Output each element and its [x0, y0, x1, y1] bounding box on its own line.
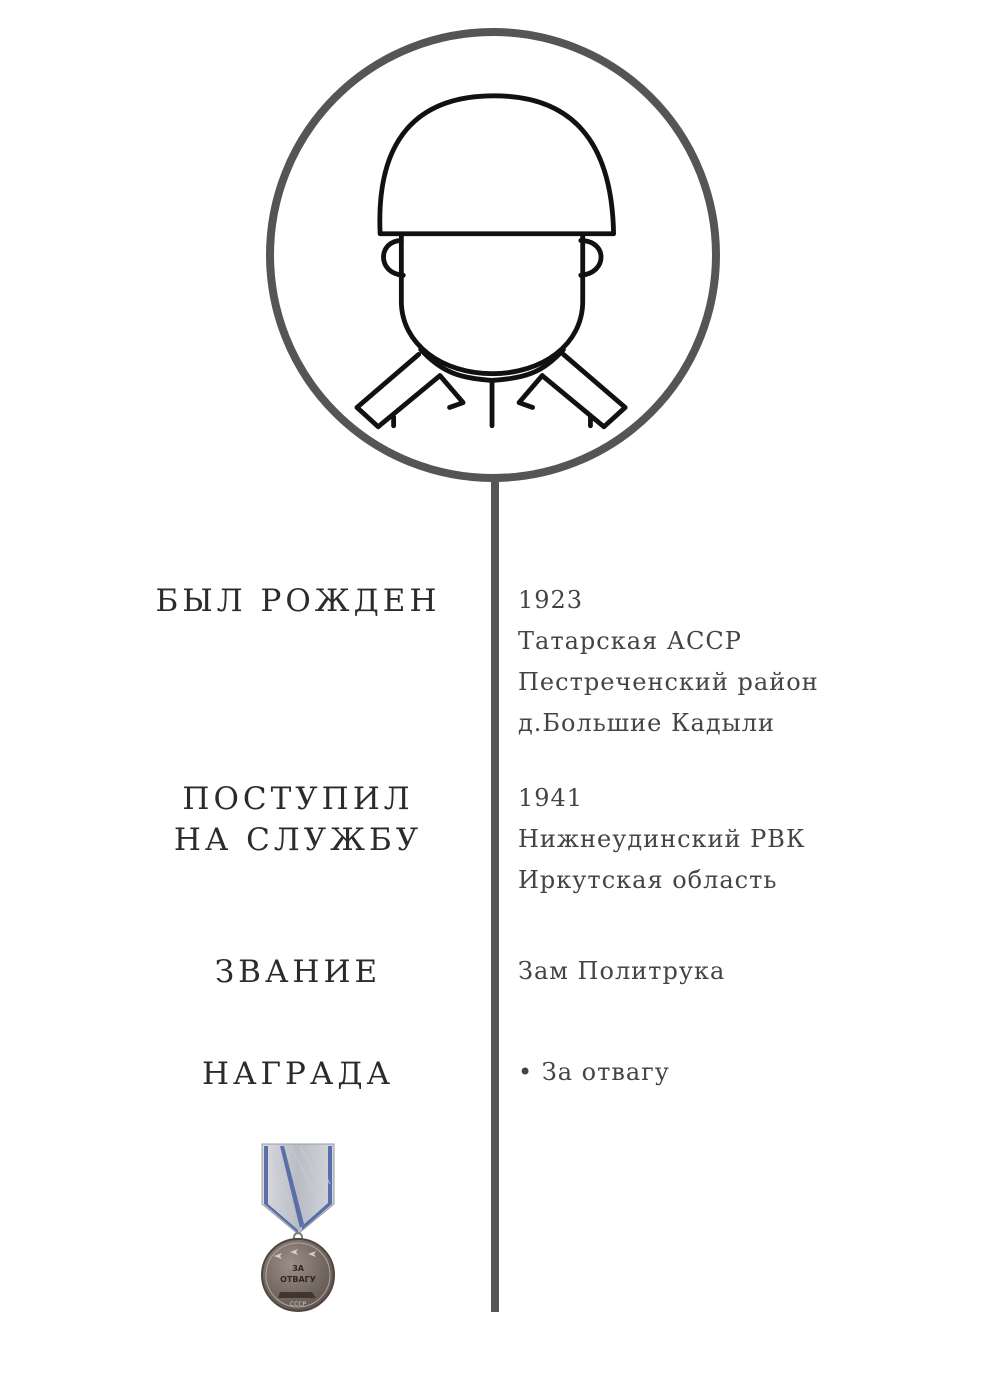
rank-label: ЗВАНИЕ: [214, 954, 382, 990]
enlisted-label: [148, 779, 448, 861]
born-district: Пестреченский район: [518, 668, 819, 696]
award-label: НАГРАДА: [201, 1056, 395, 1092]
born-village: д.Большие Кадыли: [518, 709, 775, 737]
soldier-helmet-icon: [274, 36, 712, 474]
portrait-circle: [266, 28, 720, 482]
medal-text-za: ЗА: [292, 1264, 304, 1273]
award-list: [518, 1052, 978, 1093]
enlisted-label-line-1: ПОСТУПИЛ: [182, 781, 414, 817]
born-year: 1923: [518, 586, 584, 614]
born-republic: Татарская АССР: [518, 627, 742, 655]
born-label: БЫЛ РОЖДЕН: [155, 583, 441, 619]
medal-for-courage-icon: [250, 1142, 346, 1314]
medal-text-sssr: СССР: [289, 1301, 307, 1308]
enlisted-year: 1941: [518, 784, 584, 812]
born-details: [518, 580, 978, 744]
medal-text-otvagu: ОТВАГУ: [280, 1275, 316, 1284]
enlisted-office: Нижнеудинский РВК: [518, 825, 806, 853]
enlisted-label-line-2: НА СЛУЖБУ: [173, 822, 423, 858]
enlisted-details: [518, 778, 978, 901]
enlisted-region: Иркутская область: [518, 866, 778, 894]
rank-value: Зам Политрука: [518, 957, 726, 985]
award-item: • За отвагу: [518, 1058, 670, 1086]
timeline-line: [491, 482, 499, 1312]
